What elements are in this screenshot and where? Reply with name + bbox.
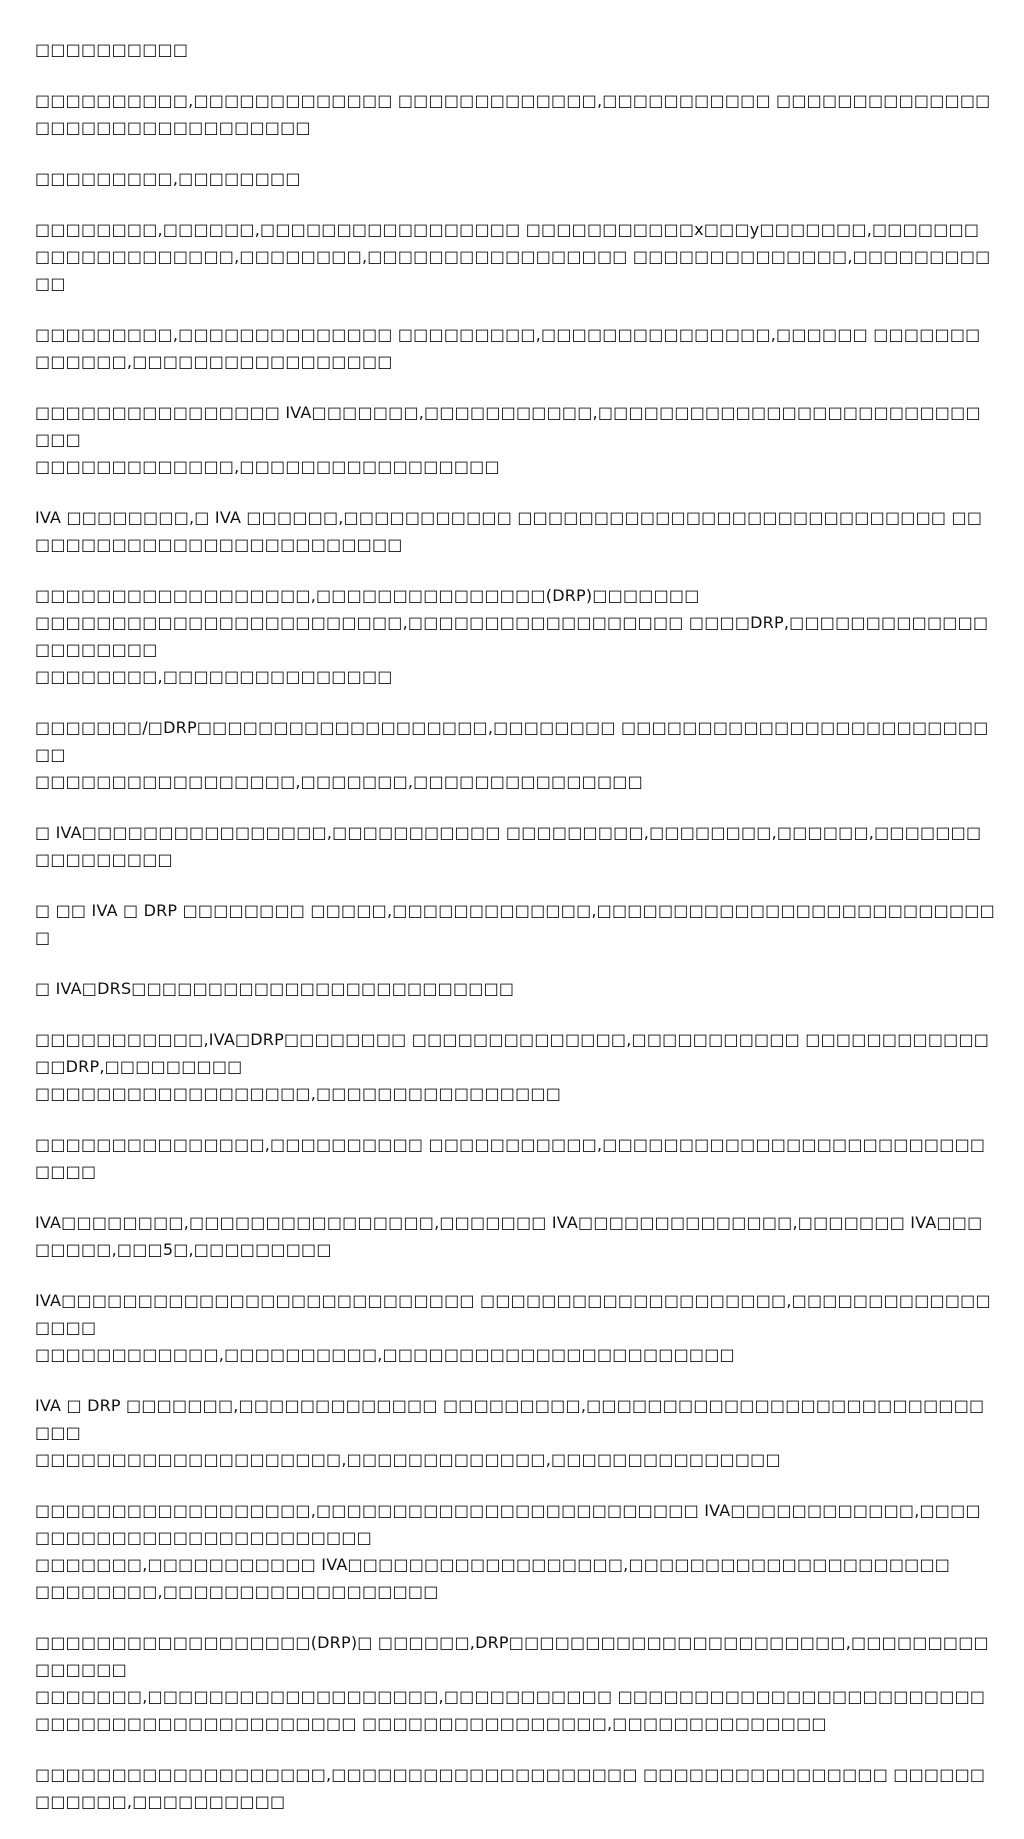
paragraph-11: □ IVA□DRS□□□□□□□□□□□□□□□□□□□□□□□□□ — [35, 979, 515, 998]
paragraph-1: □□□□□□□□□□,□□□□□□□□□□□□□ □□□□□□□□□□□□□,□□□□□□□□□□□ □□□□□□□□□□□□□□□□□□□□□□□□□□□□□□□□ — [35, 91, 991, 137]
document-page — [35, 36, 995, 1839]
paragraph-15: IVA□□□□□□□□□□□□□□□□□□□□□□□□□□□ □□□□□□□□□□□□□□□□□□□□,□□□□□□□□□□□□□□□□□ □□□□□□□□□□□□,□□□□□□□□□□,□□□□□□□□□□□□□□□□□□□□□□□ — [35, 1291, 991, 1364]
paragraph-13: □□□□□□□□□□□□□□□,□□□□□□□□□□ □□□□□□□□□□□,□□□□□□□□□□□□□□□□□□□□□□□□□□□□□ — [35, 1135, 986, 1181]
paragraph-14: IVA□□□□□□□□,□□□□□□□□□□□□□□□□,□□□□□□□ IVA□□□□□□□□□□□□□□,□□□□□□□ IVA□□□□□□□□,□□□5□,□□□□□□□□□ — [35, 1213, 983, 1259]
paragraph-3: □□□□□□□□,□□□□□□,□□□□□□□□□□□□□□□□□ □□□□□□□□□□□x□□□y□□□□□□□,□□□□□□□ □□□□□□□□□□□□□,□□□□□□□□,□□□□□□□□□□□□□□□□□ □□□□□□□□□□□□□□,□□□□□□□□□□□ — [35, 220, 991, 293]
document-title: □□□□□□□□□□ — [35, 40, 189, 59]
paragraph-16: IVA □ DRP □□□□□□□,□□□□□□□□□□□□□ □□□□□□□□□,□□□□□□□□□□□□□□□□□□□□□□□□□□□□□ □□□□□□□□□□□□□□□□□□□□,□□□□□□□□□□□□□,□□□□□□□□□□□□□□□ — [35, 1396, 985, 1469]
paragraph-5: □□□□□□□□□□□□□□□□ IVA□□□□□□□,□□□□□□□□□□□,□□□□□□□□□□□□□□□□□□□□□□□□□□□□ □□□□□□□□□□□□□,□□□□□□□□□□□□□□□□□ — [35, 403, 981, 476]
paragraph-6: IVA □□□□□□□□,□ IVA □□□□□□,□□□□□□□□□□□ □□□□□□□□□□□□□□□□□□□□□□□□□□□□ □□□□□□□□□□□□□□□□□□□□□□□□□□ — [35, 508, 983, 554]
paragraph-9: □ IVA□□□□□□□□□□□□□□□□,□□□□□□□□□□□ □□□□□□□□□,□□□□□□□□,□□□□□□,□□□□□□□□□□□□□□□□ — [35, 823, 982, 869]
paragraph-7: □□□□□□□□□□□□□□□□□□,□□□□□□□□□□□□□□□(DRP)□□□□□□□ □□□□□□□□□□□□□□□□□□□□□□□□,□□□□□□□□□□□□□□□□□□ □□□□DRP,□□□□□□□□□□□□□□□□□□□□□ □□□□□□□□,□□□□□□□□□□□□□□□ — [35, 586, 989, 686]
paragraph-19: □□□□□□□□□□□□□□□□□□□,□□□□□□□□□□□□□□□□□□□□ □□□□□□□□□□□□□□□□ □□□□□□□□□□□□,□□□□□□□□□□ — [35, 1765, 986, 1811]
paragraph-8: □□□□□□□/□DRP□□□□□□□□□□□□□□□□□□□,□□□□□□□□ □□□□□□□□□□□□□□□□□□□□□□□□□□ □□□□□□□□□□□□□□□□□,□□□□□□□,□□□□□□□□□□□□□□□ — [35, 718, 989, 791]
paragraph-12: □□□□□□□□□□□,IVA□DRP□□□□□□□□ □□□□□□□□□□□□□□,□□□□□□□□□□□ □□□□□□□□□□□□□□DRP,□□□□□□□□□ □□□□□□□□□□□□□□□□□□,□□□□□□□□□□□□□□□□ — [35, 1030, 990, 1103]
paragraph-17: □□□□□□□□□□□□□□□□□□,□□□□□□□□□□□□□□□□□□□□□□□□□ IVA□□□□□□□□□□□□,□□□□□□□□□□□□□□□□□□□□□□□□□□ □□□□□□□,□□□□□□□□□□□ IVA□□□□□□□□□□□□□□□□□□,□□□□□□□□□□□□□□□□□□□□□ □□□□□□□□,□□□□□□□□□□□□□□□□□□ — [35, 1501, 981, 1601]
paragraph-18: □□□□□□□□□□□□□□□□□□(DRP)□ □□□□□□,DRP□□□□□□□□□□□□□□□□□□□□□□,□□□□□□□□□□□□□□□ □□□□□□□,□□□□□□□□□□□□□□□□□□□,□□□□□□□□□□□ □□□□□□□□□□□□□□□□□□□□□□□□ □□□□□□□□□□□□□□□□□□□□□ □□□□□□□□□□□□□□□□,□□□□□□□□□□□□□□ — [35, 1633, 989, 1733]
paragraph-4: □□□□□□□□□,□□□□□□□□□□□□□□ □□□□□□□□□,□□□□□□□□□□□□□□□,□□□□□□ □□□□□□□□□□□□□,□□□□□□□□□□□□□□□□□ — [35, 325, 981, 371]
paragraph-10: □ □□ IVA □ DRP □□□□□□□□ □□□□□,□□□□□□□□□□□□□,□□□□□□□□□□□□□□□□□□□□□□□□□□□ — [35, 901, 995, 947]
paragraph-2: □□□□□□□□□,□□□□□□□□ — [35, 169, 301, 188]
